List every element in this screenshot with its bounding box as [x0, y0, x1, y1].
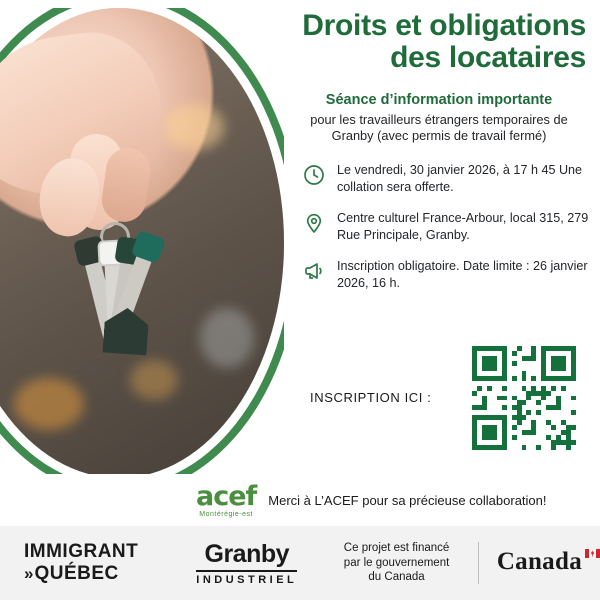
bokeh-light: [164, 104, 224, 150]
location-pin-icon: [302, 211, 326, 235]
info-text-registration: Inscription obligatoire. Date limite : 26 janvier 2026, 16 h.: [337, 258, 588, 290]
canada-wordmark: [478, 542, 600, 584]
clock-icon: [302, 163, 326, 187]
poster-content: [288, 10, 590, 306]
immigrant-quebec-line2-wrap: [24, 563, 138, 585]
partner-strip: [0, 474, 600, 526]
info-list: [288, 162, 590, 291]
keys-photo: [0, 8, 284, 478]
subtitle: Séance d’information importante: [325, 91, 553, 108]
acef-logo-word: acef: [196, 480, 257, 512]
footer-logos: [0, 526, 600, 600]
info-text-location: Centre culturel France-Arbour, local 315, 279 Rue Principale, Granby.: [337, 211, 589, 242]
megaphone-icon: [302, 259, 326, 283]
granby-logo-line2: INDUSTRIEL: [196, 570, 297, 586]
immigrant-quebec-line1: IMMIGRANT: [24, 541, 139, 562]
bokeh-light: [200, 308, 254, 368]
acef-logo-subtitle: Montérégie-est: [199, 510, 253, 518]
audience-text: pour les travailleurs étrangers temporaires de Granby (avec permis de travail fermé): [310, 111, 568, 143]
canada-flag-icon: [585, 549, 600, 558]
qr-label: INSCRIPTION ICI :: [310, 390, 432, 405]
funding-text: Ce projet est financé par le gouvernement du Canada: [343, 541, 450, 584]
page-title: Droits et obligations des locataires: [302, 9, 586, 74]
immigrant-quebec-line2: QUÉBEC: [34, 563, 119, 584]
photo-circle: [0, 8, 284, 478]
info-row-location: [302, 210, 590, 244]
acef-logo: [196, 480, 257, 518]
granby-logo-line1: Granby: [204, 540, 290, 568]
immigrant-quebec-logo: [24, 541, 138, 585]
bokeh-light: [14, 378, 84, 430]
canada-wordmark-text: Canada: [496, 548, 582, 575]
double-chevron-icon: »: [24, 564, 31, 583]
qr-grid: [472, 346, 576, 450]
info-text-date: Le vendredi, 30 janvier 2026, à 17 h 45 Une collation sera offerte.: [337, 163, 583, 195]
bokeh-light: [130, 360, 178, 400]
info-row-registration: [302, 258, 590, 292]
acef-thanks-text: Merci à L’ACEF pour sa précieuse collaboration!: [268, 492, 547, 508]
registration-qr-code[interactable]: [466, 340, 582, 456]
granby-industriel-logo: [196, 540, 297, 586]
qr-area: [310, 340, 590, 460]
info-row-date: [302, 162, 590, 196]
